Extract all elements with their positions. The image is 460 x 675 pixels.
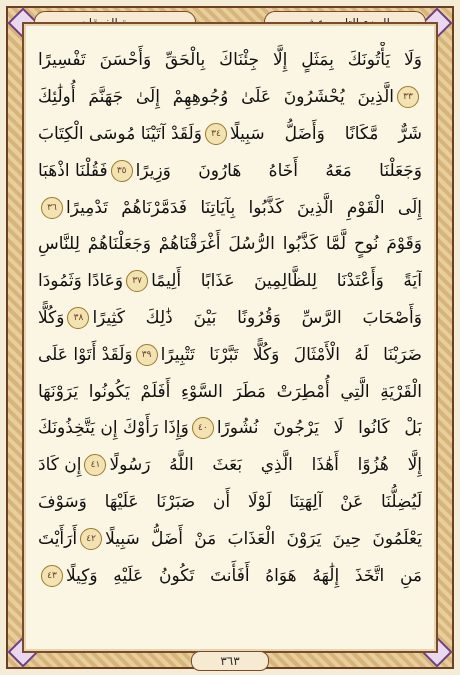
verse-text: وَلَا يَأْتُونَكَ بِمَثَلٍ إِلَّا جِئْنَاكَ بِالْحَقِّ وَأَحْسَنَ تَفْسِيرًا: [38, 50, 422, 71]
verse-text: وَكُلًّا: [38, 307, 65, 328]
verse-line: [38, 557, 422, 594]
verse-line: [38, 263, 422, 300]
ayah-number-marker: ٣٦: [41, 197, 63, 219]
verse-line: [38, 189, 422, 226]
verse-text: وَقَوْمَ نُوحٍ لَّمَّا كَذَّبُوا الرُّسُلَ أَغْرَقْنَاهُمْ وَجَعَلْنَاهُمْ لِلنَّاسِ: [38, 234, 422, 255]
ayah-number-marker: ٤٢: [80, 528, 102, 550]
verse-text: وَجَعَلْنَا مَعَهُ أَخَاهُ هَارُونَ وَزِيرًا: [135, 160, 422, 181]
verse-line: [38, 373, 422, 410]
verse-line: [38, 336, 422, 373]
ayah-number-marker: ٤٣: [41, 565, 63, 587]
verse-text: مَنِ اتَّخَذَ إِلَٰهَهُ هَوَاهُ أَفَأَنتَ تَكُونُ عَلَيْهِ وَكِيلًا: [66, 565, 422, 586]
ayah-number-marker: ٣٤: [205, 123, 227, 145]
verse-text: فَقُلْنَا اذْهَبَا: [38, 160, 108, 181]
verse-text: الَّذِينَ يُحْشَرُونَ عَلَىٰ وُجُوهِهِمْ إِلَىٰ جَهَنَّمَ أُولَٰئِكَ: [38, 87, 394, 108]
verse-text: آيَةً وَأَعْتَدْنَا لِلظَّالِمِينَ عَذَابًا أَلِيمًا: [151, 271, 422, 292]
verse-line: [38, 79, 422, 116]
ayah-number-marker: ٤٠: [192, 417, 214, 439]
verse-text: إِن كَادَ: [38, 455, 82, 476]
verse-text: شَرٌّ مَّكَانًا وَأَضَلُّ سَبِيلًا: [229, 123, 422, 144]
verse-line: [38, 520, 422, 557]
verse-text: وَلَقَدْ آتَيْنَا مُوسَى الْكِتَابَ: [38, 123, 202, 144]
ayah-number-marker: ٣٧: [126, 270, 148, 292]
verse-text: إِلَى الْقَوْمِ الَّذِينَ كَذَّبُوا بِآيَاتِنَا فَدَمَّرْنَاهُمْ تَدْمِيرًا: [66, 197, 422, 218]
verse-text: أَرَأَيْتَ: [38, 528, 78, 549]
ayah-number-marker: ٤١: [84, 454, 106, 476]
verse-text: يَعْلَمُونَ حِينَ يَرَوْنَ الْعَذَابَ مَنْ أَضَلُّ سَبِيلًا: [105, 528, 422, 549]
verse-line: [38, 116, 422, 153]
verse-text: لَيُضِلُّنَا عَنْ آلِهَتِنَا لَوْلَا أَن صَبَرْنَا عَلَيْهَا وَسَوْفَ: [38, 491, 422, 512]
verse-text: الْقَرْيَةِ الَّتِي أُمْطِرَتْ مَطَرَ السَّوْءِ أَفَلَمْ يَكُونُوا يَرَوْنَهَا: [38, 381, 422, 402]
ayah-number-marker: ٣٥: [111, 160, 133, 182]
verse-line: [38, 42, 422, 79]
verse-line: [38, 410, 422, 447]
verse-text: إِلَّا هُزُوًا أَهَٰذَا الَّذِي بَعَثَ اللَّهُ رَسُولًا: [109, 455, 422, 476]
verse-text: وَأَصْحَابَ الرَّسِّ وَقُرُونًا بَيْنَ ذَٰلِكَ كَثِيرًا: [92, 307, 422, 328]
verse-text: وَإِذَا رَأَوْكَ إِن يَتَّخِذُونَكَ: [38, 418, 189, 439]
verse-line: [38, 226, 422, 263]
page-number: ٣٦٣: [191, 651, 269, 671]
ayah-number-marker: ٣٣: [397, 86, 419, 108]
verse-line: [38, 447, 422, 484]
verse-line: [38, 484, 422, 521]
verse-text: ضَرَبْنَا لَهُ الْأَمْثَالَ وَكُلًّا تَبَّرْنَا تَتْبِيرًا: [160, 344, 422, 365]
ayah-number-marker: ٣٨: [67, 307, 89, 329]
verse-text: بَلْ كَانُوا لَا يَرْجُونَ نُشُورًا: [216, 418, 422, 439]
verse-lines: [38, 42, 422, 632]
verse-text: وَلَقَدْ أَتَوْا عَلَى: [38, 344, 133, 365]
verse-line: [38, 300, 422, 337]
page-footer: [0, 651, 460, 671]
ayah-number-marker: ٣٩: [136, 344, 158, 366]
verse-line: [38, 152, 422, 189]
verse-text: وَعَادًا وَثَمُودَا: [38, 271, 124, 292]
